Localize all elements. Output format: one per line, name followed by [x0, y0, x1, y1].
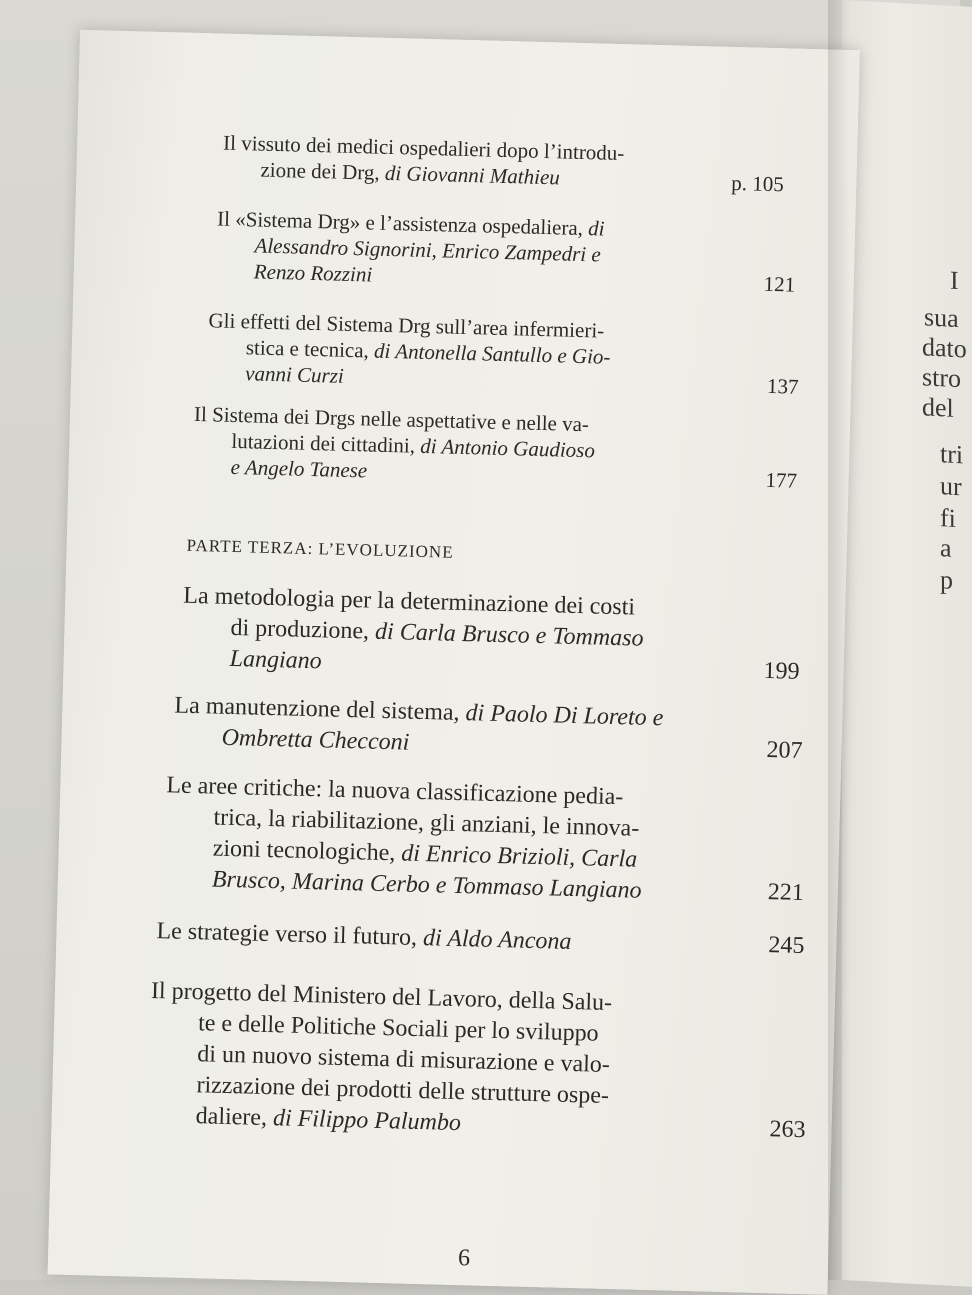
toc-entry-author: Alessandro Signorini, Enrico Zampedri e [254, 233, 602, 267]
title-line: Le aree critiche: la nuova classificazione pedia- [166, 772, 624, 811]
toc-entry [76, 202, 856, 297]
title-line: di produzione, [230, 614, 376, 645]
bleed-text: ur [940, 471, 962, 502]
toc-entry-author: di [587, 216, 605, 241]
toc-entry-author: vanni Curzi [244, 361, 345, 388]
title-line: Il Sistema dei Drgs nelle aspettative e nelle va- [193, 401, 590, 437]
adjacent-page [842, 0, 972, 1287]
toc-entry-page: 221 [767, 879, 805, 907]
toc-entry-page: 177 [765, 467, 798, 493]
toc-entry-title [181, 581, 644, 686]
toc-entry [57, 913, 837, 960]
title-line: zioni tecnologiche, [212, 835, 402, 867]
section-heading: PARTE TERZA: L’EVOLUZIONE [186, 535, 454, 562]
toc-entry-page: 245 [768, 932, 805, 960]
toc-entry-page: 121 [763, 271, 796, 297]
toc-entry [73, 304, 853, 399]
toc-entry-author: di Antonio Gaudioso [419, 433, 596, 463]
toc-entry-author: di Carla Brusco e Tommaso [374, 618, 644, 652]
toc-entry-title [173, 690, 663, 765]
title-line: Il progetto del Ministero del Lavoro, della Salu- [150, 977, 613, 1017]
toc-entry [66, 578, 846, 685]
title-line: lutazioni dei cittadini, [231, 428, 421, 458]
bleed-text: p [940, 565, 953, 595]
title-line: stica e tecnica, [245, 335, 375, 363]
bleed-text: a [940, 533, 952, 563]
title-line: La metodologia per la determinazione dei costi [183, 582, 636, 621]
toc-entry-page: 199 [763, 657, 800, 685]
title-line: te e delle Politiche Sociali per lo sviluppo [197, 1010, 599, 1047]
toc-entry-author: di Antonella Santullo e Gio- [373, 338, 611, 369]
page-number: 6 [457, 1245, 471, 1272]
toc-entry-page: p. 105 [731, 170, 785, 197]
toc-entry-title [147, 976, 612, 1143]
title-line: Gli effetti del Sistema Drg sull’area infermieri- [208, 308, 605, 343]
bleed-text: I [950, 265, 959, 296]
toc-entry [71, 398, 851, 493]
title-line: Il «Sistema Drg» e l’assistenza ospedaliera, [216, 206, 589, 241]
title-line: daliere, [195, 1103, 274, 1132]
toc-entry-title [222, 130, 624, 192]
toc-entry-author: Ombretta Checconi [221, 724, 410, 756]
title-line: Le strategie verso il futuro, [156, 918, 424, 952]
toc-entry-author: di Filippo Palumbo [272, 1105, 462, 1137]
title-line: rizzazione dei prodotti delle strutture ospe- [196, 1072, 610, 1109]
toc-entry-author: Langiano [229, 645, 323, 675]
bleed-text: del [922, 392, 954, 423]
toc-entry-author: Brusco, Marina Cerbo e Tommaso Langiano [211, 866, 642, 904]
toc-entry-title [164, 770, 645, 906]
book-page [48, 30, 860, 1295]
toc-entry-title [156, 916, 572, 958]
bleed-text: stro [922, 362, 961, 394]
toc-entry-author: Renzo Rozzini [253, 259, 373, 287]
toc-entry-page: 207 [766, 737, 803, 764]
table-of-contents [49, 30, 860, 1272]
toc-entry-author: e Angelo Tanese [230, 454, 368, 483]
gutter-shadow [828, 0, 850, 1280]
toc-entry [78, 126, 858, 197]
bleed-text: tri [940, 439, 964, 470]
title-line: trica, la riabilitazione, gli anziani, le innova- [213, 804, 640, 842]
toc-entry-page: 263 [769, 1116, 806, 1144]
bleed-text: dato [922, 332, 967, 364]
toc-entry-title [207, 307, 612, 396]
toc-entry-page: 137 [766, 373, 799, 399]
toc-entry [63, 688, 843, 764]
toc-entry [55, 973, 835, 1144]
title-line: di un nuovo sistema di misurazione e valo- [197, 1041, 611, 1079]
toc-entry-title [192, 401, 595, 489]
toc-entry-author: di Aldo Ancona [422, 925, 572, 955]
toc-entry-author: di Giovanni Mathieu [384, 160, 561, 190]
bleed-text: fi [940, 503, 956, 533]
toc-entry-author: di Enrico Brizioli, Carla [400, 840, 638, 873]
title-line: La manutenzione del sistema, [174, 692, 466, 727]
toc-entry-author: di Paolo Di Loreto e [465, 700, 664, 732]
title-line: zione dei Drg, [260, 157, 386, 185]
toc-entry-title [216, 205, 605, 293]
bleed-text: sua [924, 302, 959, 334]
title-line: Il vissuto dei medici ospedalieri dopo l’introdu- [222, 130, 625, 166]
toc-entry [61, 768, 841, 907]
